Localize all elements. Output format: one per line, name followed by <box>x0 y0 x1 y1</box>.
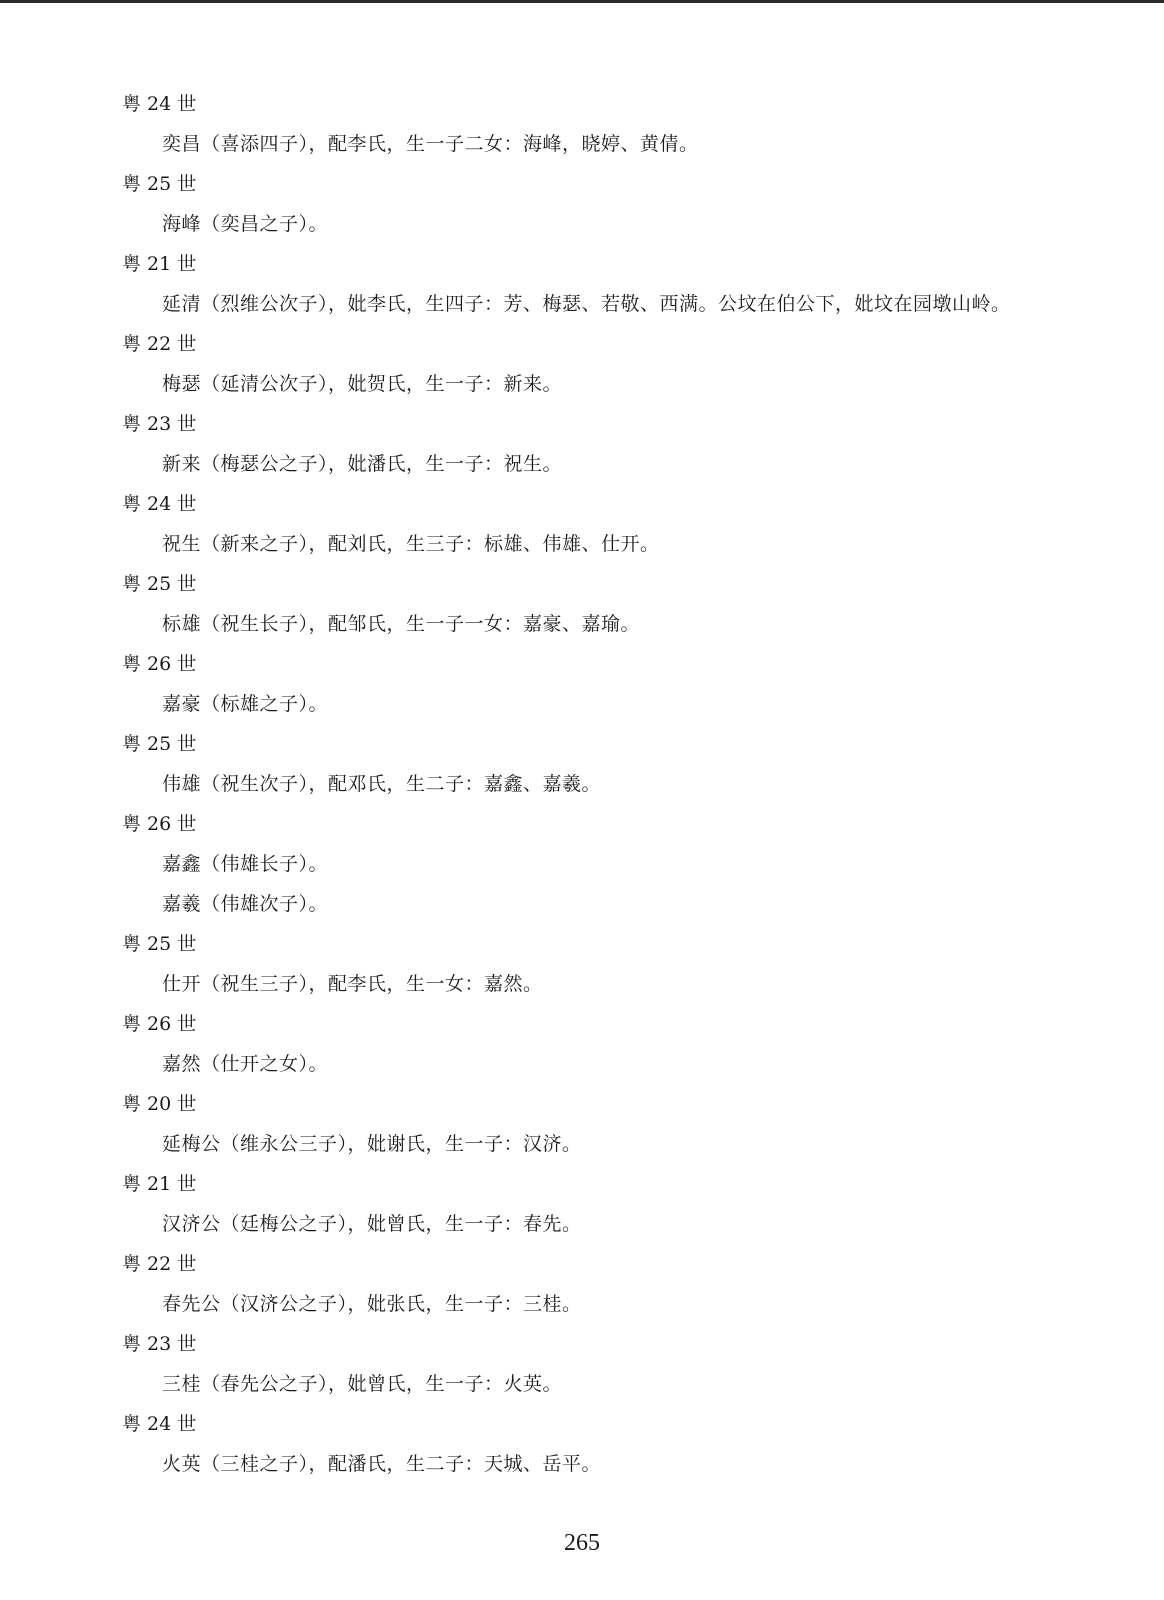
person-entry: 梅瑟（延清公次子），妣贺氏，生一子：新来。 <box>162 373 563 395</box>
person-entry: 延梅公（维永公三子），妣谢氏，生一子：汉济。 <box>162 1133 582 1155</box>
generation-heading: 粤 22 世 <box>122 1253 197 1275</box>
page-number: 265 <box>564 1530 600 1556</box>
generation-heading: 粤 22 世 <box>122 333 197 355</box>
person-entry: 延清（烈维公次子），妣李氏，生四子：芳、梅瑟、若敬、西满。公坟在伯公下，妣坟在园墩山岭。 <box>162 293 1011 315</box>
generation-heading: 粤 21 世 <box>122 1173 197 1195</box>
generation-heading: 粤 25 世 <box>122 933 197 955</box>
generation-heading: 粤 23 世 <box>122 1333 197 1355</box>
person-entry: 新来（梅瑟公之子），妣潘氏，生一子：祝生。 <box>162 453 563 475</box>
person-entry: 海峰（奕昌之子）。 <box>162 213 329 235</box>
person-entry: 祝生（新来之子），配刘氏，生三子：标雄、伟雄、仕开。 <box>162 533 660 555</box>
generation-heading: 粤 25 世 <box>122 173 197 195</box>
person-entry: 仕开（祝生三子），配李氏，生一女：嘉然。 <box>162 973 543 995</box>
person-entry: 嘉豪（标雄之子）。 <box>162 693 329 715</box>
generation-heading: 粤 26 世 <box>122 1013 197 1035</box>
generation-heading: 粤 26 世 <box>122 653 197 675</box>
person-entry: 三桂（春先公之子），妣曾氏，生一子：火英。 <box>162 1373 563 1395</box>
generation-heading: 粤 25 世 <box>122 733 197 755</box>
person-entry: 标雄（祝生长子），配邹氏，生一子一女：嘉豪、嘉瑜。 <box>162 613 641 635</box>
person-entry: 嘉鑫（伟雄长子）。 <box>162 853 329 875</box>
person-entry: 火英（三桂之子），配潘氏，生二子：天城、岳平。 <box>162 1453 602 1475</box>
top-border-line <box>0 0 1164 3</box>
person-entry: 伟雄（祝生次子），配邓氏，生二子：嘉鑫、嘉羲。 <box>162 773 602 795</box>
person-entry: 嘉然（仕开之女）。 <box>162 1053 329 1075</box>
generation-heading: 粤 26 世 <box>122 813 197 835</box>
generation-heading: 粤 23 世 <box>122 413 197 435</box>
generation-heading: 粤 24 世 <box>122 1413 197 1435</box>
genealogy-text <box>122 84 1057 1484</box>
person-entry: 奕昌（喜添四子），配李氏，生一子二女：海峰，晓婷、黄倩。 <box>162 133 699 155</box>
generation-heading: 粤 24 世 <box>122 93 197 115</box>
generation-heading: 粤 24 世 <box>122 493 197 515</box>
generation-heading: 粤 21 世 <box>122 253 197 275</box>
generation-heading: 粤 20 世 <box>122 1093 197 1115</box>
person-entry: 春先公（汉济公之子），妣张氏，生一子：三桂。 <box>162 1293 582 1315</box>
person-entry: 汉济公（廷梅公之子），妣曾氏，生一子：春先。 <box>162 1213 582 1235</box>
generation-heading: 粤 25 世 <box>122 573 197 595</box>
person-entry: 嘉羲（伟雄次子）。 <box>162 893 329 915</box>
